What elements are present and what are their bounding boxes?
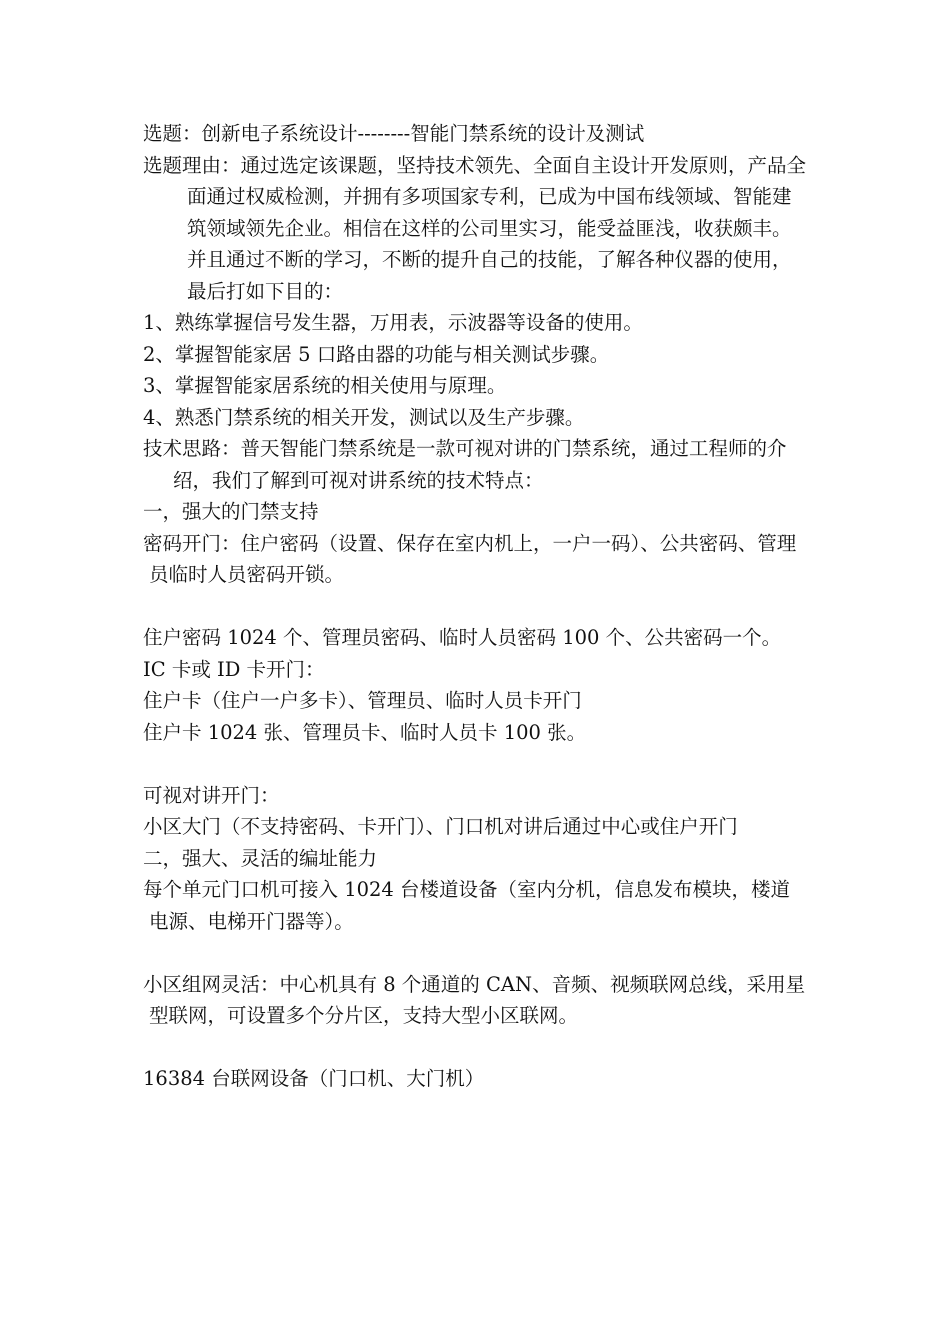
blank-line xyxy=(143,937,807,969)
video-open-heading: 可视对讲开门： xyxy=(143,783,280,807)
section-heading-1: 一，强大的门禁支持 xyxy=(143,500,319,523)
document-title: 选题：创新电子系统设计--------智能门禁系统的设计及测试 xyxy=(143,122,645,145)
goal-item-4: 4、熟悉门禁系统的相关开发，测试以及生产步骤。 xyxy=(143,405,585,429)
reason-paragraph-2: 并且通过不断的学习，不断的提升自己的技能，了解各种仪器的使用，最后打如下目的： xyxy=(187,248,792,303)
card-open-heading: IC 卡或 ID 卡开门： xyxy=(143,657,325,681)
blank-line xyxy=(143,591,807,623)
unit-devices-paragraph: 每个单元门口机可接入 1024 台楼道设备（室内分机，信息发布模块，楼道电源、电梯开门器等）。 xyxy=(143,878,791,933)
goal-item-2: 2、掌握智能家居 5 口路由器的功能与相关测试步骤。 xyxy=(143,342,610,366)
card-types-line: 住户卡（住户一户多卡）、管理员、临时人员卡开门 xyxy=(143,689,582,712)
blank-line xyxy=(143,748,807,780)
goal-item-3: 3、掌握智能家居系统的相关使用与原理。 xyxy=(143,374,507,397)
tech-intro-paragraph: 技术思路：普天智能门禁系统是一款可视对讲的门禁系统，通过工程师的介绍，我们了解到可视对讲系统的技术特点： xyxy=(143,437,787,492)
goal-item-1: 1、熟练掌握信号发生器，万用表，示波器等设备的使用。 xyxy=(143,311,643,334)
section-heading-2: 二，强大、灵活的编址能力 xyxy=(143,846,378,870)
password-count-paragraph: 住户密码 1024 个、管理员密码、临时人员密码 100 个、公共密码一个。 xyxy=(143,626,782,649)
document-body xyxy=(143,118,807,1095)
card-count-line: 住户卡 1024 张、管理员卡、临时人员卡 100 张。 xyxy=(143,720,587,744)
reason-paragraph-1: 选题理由：通过选定该课题，坚持技术领先、全面自主设计开发原则，产品全面通过权威检测，并拥有多项国家专利，已成为中国布线领域、智能建筑领域领先企业。相信在这样的公司里实习，能受益匪浅，收获颇丰。 xyxy=(143,153,807,240)
password-open-paragraph: 密码开门：住户密码（设置、保存在室内机上，一户一码）、公共密码、管理员临时人员密码开锁。 xyxy=(143,531,797,586)
network-count-line: 16384 台联网设备（门口机、大门机） xyxy=(143,1067,485,1090)
blank-line xyxy=(143,1032,807,1064)
network-paragraph: 小区组网灵活：中心机具有 8 个通道的 CAN、音频、视频联网总线，采用星型联网，可设置多个分片区，支持大型小区联网。 xyxy=(143,972,806,1027)
gate-open-paragraph: 小区大门（不支持密码、卡开门）、门口机对讲后通过中心或住户开门 xyxy=(143,815,738,838)
